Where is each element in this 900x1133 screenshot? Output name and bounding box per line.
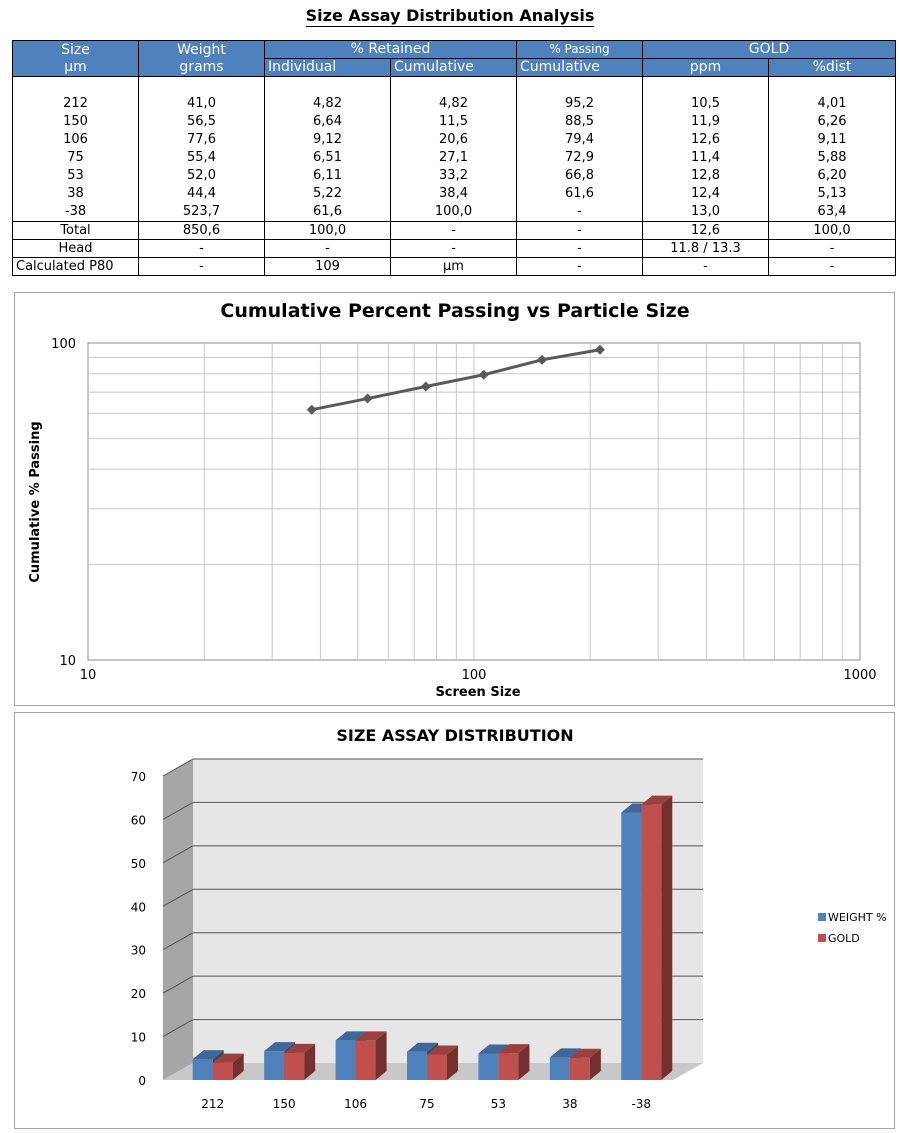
bar	[356, 1040, 376, 1080]
col-cumulative	[391, 77, 517, 222]
table-cell: 850,6	[139, 222, 265, 240]
header-retained: % Retained	[265, 41, 517, 59]
header-passing-cumulative: Cumulative	[517, 59, 643, 77]
x-tick-label: 10	[79, 668, 97, 683]
table-cell: -	[643, 258, 769, 276]
table-cell: 106	[63, 132, 88, 147]
line-chart-gridlines	[88, 343, 860, 660]
table-cell: 12,4	[691, 186, 720, 201]
table-cell: 6,20	[817, 168, 847, 183]
table-cell: -	[577, 204, 582, 219]
table-cell: -	[391, 240, 517, 258]
header-size	[13, 41, 139, 77]
table-cell: 75	[67, 150, 84, 165]
table-cell: 9,11	[817, 132, 847, 147]
bar	[264, 1051, 284, 1080]
table-cell: -	[517, 222, 643, 240]
table-cell: 53	[67, 168, 84, 183]
col-passing	[517, 77, 643, 222]
col-weight	[139, 77, 265, 222]
y-tick-label: 10	[59, 654, 76, 669]
x-tick-label: -38	[631, 1097, 652, 1111]
table-cell: 100,0	[265, 222, 391, 240]
table-cell: -	[139, 240, 265, 258]
header-passing: % Passing	[517, 41, 643, 59]
table-cell: 11,4	[691, 150, 720, 165]
y-tick-label: 70	[130, 770, 146, 784]
table-cell: 523,7	[182, 204, 221, 219]
table-cell: 4,01	[817, 96, 847, 111]
table-cell: Head	[13, 240, 139, 258]
table-cell: 61,6	[565, 186, 594, 201]
header-individual: Individual	[265, 59, 391, 77]
table-cell: µm	[391, 258, 517, 276]
bar	[621, 812, 641, 1080]
x-tick-label: 100	[461, 668, 487, 683]
header-size-label: Size	[61, 41, 90, 58]
table-cell: 27,1	[439, 150, 468, 165]
col-dist	[769, 77, 896, 222]
y-tick-label: 0	[138, 1074, 146, 1088]
table-cell: 77,6	[187, 132, 216, 147]
total-row	[13, 222, 896, 240]
p80-row	[13, 258, 896, 276]
table-cell: 5,22	[313, 186, 342, 201]
bar-chart	[15, 713, 894, 1128]
table-cell: 52,0	[187, 168, 216, 183]
table-cell: 5,88	[817, 150, 847, 165]
table-cell: 5,13	[817, 186, 847, 201]
table-cell: 6,11	[313, 168, 342, 183]
table-cell: 4,82	[313, 96, 342, 111]
header-gold: GOLD	[643, 41, 896, 59]
table-cell: 56,5	[187, 114, 216, 129]
side-wall	[163, 759, 193, 1080]
table-cell: 11,9	[691, 114, 720, 129]
x-tick-label: 1000	[843, 668, 877, 683]
head-row	[13, 240, 896, 258]
table-cell: 12,8	[691, 168, 720, 183]
table-cell: 33,2	[439, 168, 468, 183]
table-cell: 12,6	[643, 222, 769, 240]
table-cell: 109	[265, 258, 391, 276]
table-cell: 63,4	[817, 204, 847, 219]
table-cell: 150	[63, 114, 88, 129]
bar	[498, 1053, 518, 1080]
y-tick-label: 10	[130, 1030, 146, 1045]
col-size	[13, 77, 139, 222]
bar	[284, 1053, 304, 1080]
table-cell: 61,6	[313, 204, 342, 219]
y-tick-label: 20	[130, 987, 146, 1002]
legend-label: GOLD	[828, 932, 860, 945]
table-cell: 66,8	[565, 168, 594, 183]
y-tick-label: 30	[130, 943, 146, 958]
table-cell: 4,82	[439, 96, 468, 111]
bar	[336, 1040, 356, 1080]
table-cell: 95,2	[565, 96, 594, 111]
table-cell: 11,5	[439, 114, 468, 129]
line-chart-ylabel: Cumulative % Passing	[28, 421, 43, 583]
table-cell: -	[517, 240, 643, 258]
bar-side	[661, 796, 672, 1080]
header-size-unit: µm	[64, 58, 87, 75]
page-title	[0, 6, 900, 25]
bar	[570, 1058, 590, 1080]
table-cell: 11.8 / 13.3	[643, 240, 769, 258]
y-tick-label: 60	[130, 813, 146, 828]
table-cell: 13,0	[691, 204, 720, 219]
col-individual	[265, 77, 391, 222]
table-cell: 10,5	[691, 96, 720, 111]
bar	[193, 1059, 213, 1080]
table-cell: 212	[63, 96, 88, 111]
data-block-row	[13, 77, 896, 222]
x-tick-label: 75	[419, 1097, 435, 1111]
legend-swatch	[818, 934, 826, 942]
line-chart	[15, 293, 894, 705]
bar	[641, 805, 661, 1080]
y-tick-label: 50	[130, 856, 146, 871]
line-chart-xlabel: Screen Size	[435, 685, 521, 700]
table-cell: Total	[13, 222, 139, 240]
table-cell: -	[769, 240, 896, 258]
table-cell: -	[517, 258, 643, 276]
line-chart-title: Cumulative Percent Passing vs Particle Size	[220, 300, 690, 322]
table-cell: 72,9	[565, 150, 594, 165]
table-cell: 38,4	[439, 186, 468, 201]
table-cell: -	[391, 222, 517, 240]
table-cell: 6,64	[313, 114, 342, 129]
line-chart-panel	[14, 292, 895, 706]
table-cell: Calculated P80	[13, 258, 139, 276]
header-weight-label: Weight	[177, 41, 226, 58]
y-tick-label: 100	[51, 337, 76, 352]
x-tick-label: 150	[272, 1097, 296, 1111]
x-tick-label: 53	[490, 1097, 507, 1111]
bar-chart-legend	[818, 911, 887, 945]
header-weight-unit: grams	[179, 58, 224, 75]
legend-label: WEIGHT %	[828, 911, 887, 924]
table-cell: 100,0	[769, 222, 896, 240]
bar	[213, 1063, 233, 1080]
header-ppm: ppm	[643, 59, 769, 77]
assay-table	[12, 40, 896, 276]
table-cell: 38	[67, 186, 84, 201]
table-cell: 44,4	[187, 186, 216, 201]
bar	[427, 1054, 447, 1080]
table-cell: 41,0	[187, 96, 216, 111]
table-cell: 6,26	[817, 114, 847, 129]
table-cell: 55,4	[187, 150, 216, 165]
header-dist: %dist	[769, 59, 896, 77]
table-cell: 20,6	[439, 132, 468, 147]
bar-chart-panel	[14, 712, 895, 1129]
page-title-text: Size Assay Distribution Analysis	[305, 6, 595, 25]
header-row-1	[13, 41, 896, 59]
y-tick-label: 40	[130, 900, 146, 915]
table-cell: 88,5	[565, 114, 594, 129]
legend-swatch	[818, 913, 826, 921]
x-tick-label: 38	[562, 1097, 578, 1111]
x-tick-label: 212	[201, 1097, 225, 1111]
x-tick-label: 106	[344, 1097, 368, 1111]
table-cell: -38	[64, 204, 87, 219]
table-cell: 9,12	[313, 132, 342, 147]
bar	[407, 1052, 427, 1080]
table-cell: 100,0	[434, 204, 473, 219]
table-cell: -	[769, 258, 896, 276]
table-cell: 12,6	[691, 132, 720, 147]
col-ppm	[643, 77, 769, 222]
table-cell: 79,4	[565, 132, 594, 147]
header-weight	[139, 41, 265, 77]
bar-chart-title: SIZE ASSAY DISTRIBUTION	[336, 726, 574, 745]
table-cell: -	[265, 240, 391, 258]
bar	[550, 1057, 570, 1080]
bar	[478, 1053, 498, 1080]
table-cell: 6,51	[313, 150, 342, 165]
table-cell: -	[139, 258, 265, 276]
header-cumulative: Cumulative	[391, 59, 517, 77]
